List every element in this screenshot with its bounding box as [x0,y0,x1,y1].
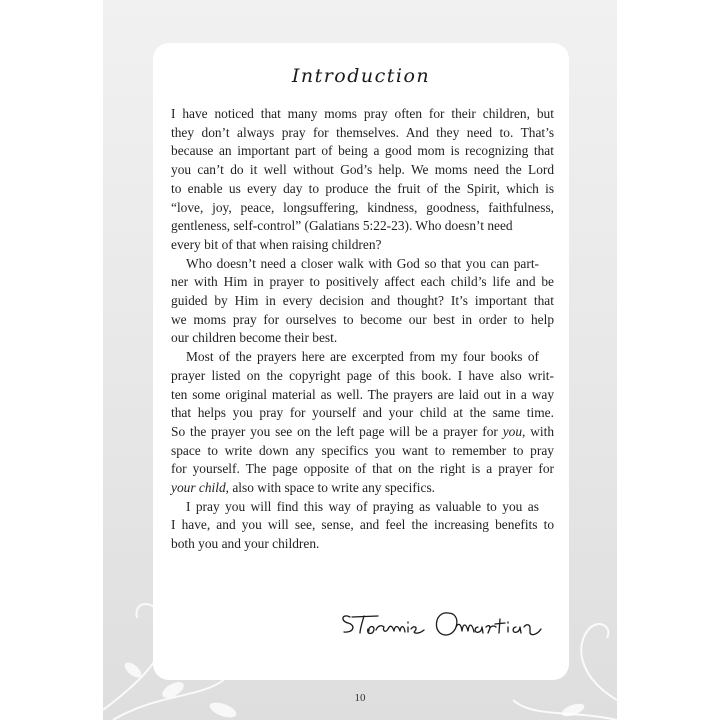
text-line: both you and your children. [171,536,320,552]
text-line: ten some original material as well. The prayers are laid out in a way [171,386,555,402]
text-panel [153,43,569,680]
text-line: they don’t always pray for themselves. And they need to. That’s [171,124,555,140]
text-line: your child, also with space to write any specifics. [171,480,436,496]
page-title: Introduction [291,65,431,87]
paragraph [171,498,554,554]
author-signature [338,605,543,641]
paragraph [171,105,554,255]
text-line: we moms pray for ourselves to become our best in order to help [171,311,555,327]
text-line: space to write down any specifics you want to remember to pray [171,442,554,458]
text-line: I have noticed that many moms pray often for their children, but [171,106,554,121]
text-line: that helps you pray for yourself and your child at the same time. [171,405,554,421]
text-line: you can’t do it well without God’s help. We moms need the Lord [171,162,555,178]
text-line: Most of the prayers here are excerpted from my four books of [186,349,539,365]
text-line: guided by Him in every decision and thought? It’s important that [171,293,554,309]
text-line: Who doesn’t need a closer walk with God so that you can part- [186,255,540,271]
body-text [171,105,554,554]
text-line: gentleness, self-control” (Galatians 5:22-23). Who doesn’t need [171,218,513,234]
text-line: I pray you will find this way of praying as valuable to you as [186,498,539,514]
text-line: for yourself. The page opposite of that on the right is a prayer for [171,461,554,477]
text-line: I have, and you will see, sense, and feel the increasing benefits to [171,517,555,533]
text-line: prayer listed on the copyright page of this book. I have also writ- [171,367,554,383]
text-line: So the prayer you see on the left page will be a prayer for you, with [171,423,555,439]
paragraph [171,348,554,498]
text-line: to enable us every day to produce the fruit of the Spirit, which is [171,180,555,196]
page-number: 10 [354,692,366,704]
text-line: ner with Him in prayer to positively affect each child’s life and be [171,274,555,290]
text-line: “love, joy, peace, longsuffering, kindness, goodness, faithfulness, [171,199,555,215]
text-line: because an important part of being a good mom is recognizing that [171,143,554,159]
text-line: every bit of that when raising children? [171,236,382,252]
paragraph [171,255,554,349]
text-line: our children become their best. [171,330,338,346]
